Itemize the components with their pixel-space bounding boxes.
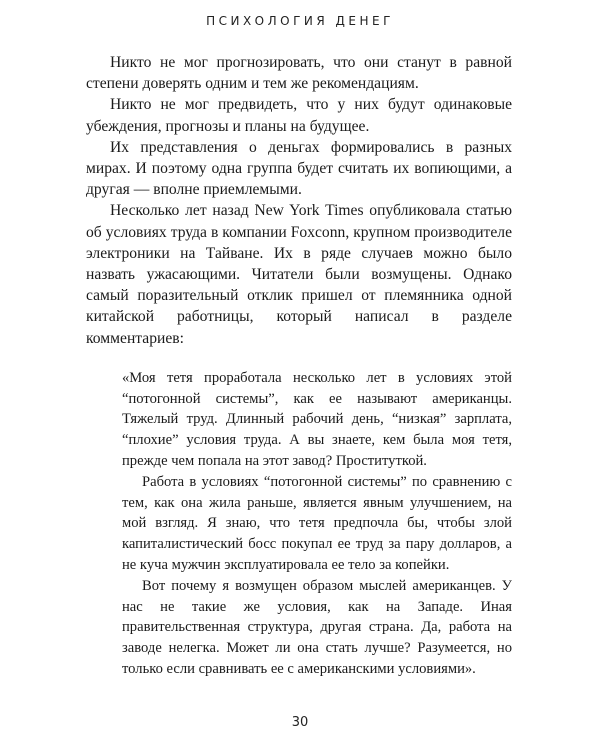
quote-paragraph: «Моя тетя проработала несколько лет в условиях этой “потогонной системы”, как ее называют американцы. Тяжелый труд. Длинный рабочий день, “низкая” зарплата, “плохие” условия труда. А вы знаете, кем была моя тетя, прежде чем попала на этот завод? Проституткой. (122, 369, 512, 470)
quote-paragraph: Вот почему я возмущен образом мыслей американцев. У нас не такие же условия, как на Западе. Иная правительственная структура, другая страна. Да, работа на заводе нелегка. Может ли она стать лучше? Разумеется, но только если сравнивать ее с американскими условиями». (122, 577, 512, 677)
paragraph: Никто не мог прогнозировать, что они станут в равной степени доверять одним и тем же рекомендациям. (86, 54, 512, 93)
paragraph: Их представления о деньгах формировались в разных мирах. И поэтому одна группа будет считать их вопиющими, а другая — вполне приемлемыми. (86, 138, 512, 199)
body-text (86, 52, 512, 680)
page-number: 30 (291, 715, 309, 730)
paragraph: Несколько лет назад New York Times опубликовала статью об условиях труда в компании Foxconn, крупном производителе электроники на Тайване. Их в ряде случаев можно было назвать ужасающими. Читатели были возмущены. Однако самый поразительный отклик пришел от племянника одной китайской работницы, который написал в разделе комментариев: (86, 202, 512, 347)
quote-paragraph: Работа в условиях “потогонной системы” по сравнению с тем, как она жила раньше, является явным улучшением, на мой взгляд. Я знаю, что тетя предпочла бы, чтобы злой капиталистический босс покупал ее труд за пару долларов, а не куча мужчин эксплуатировала ее тело за копейки. (122, 473, 512, 574)
paragraph: Никто не мог предвидеть, что у них будут одинаковые убеждения, прогнозы и планы на будущее. (86, 96, 512, 135)
block-quote (86, 368, 512, 680)
running-head: ПСИХОЛОГИЯ ДЕНЕГ (206, 14, 394, 28)
